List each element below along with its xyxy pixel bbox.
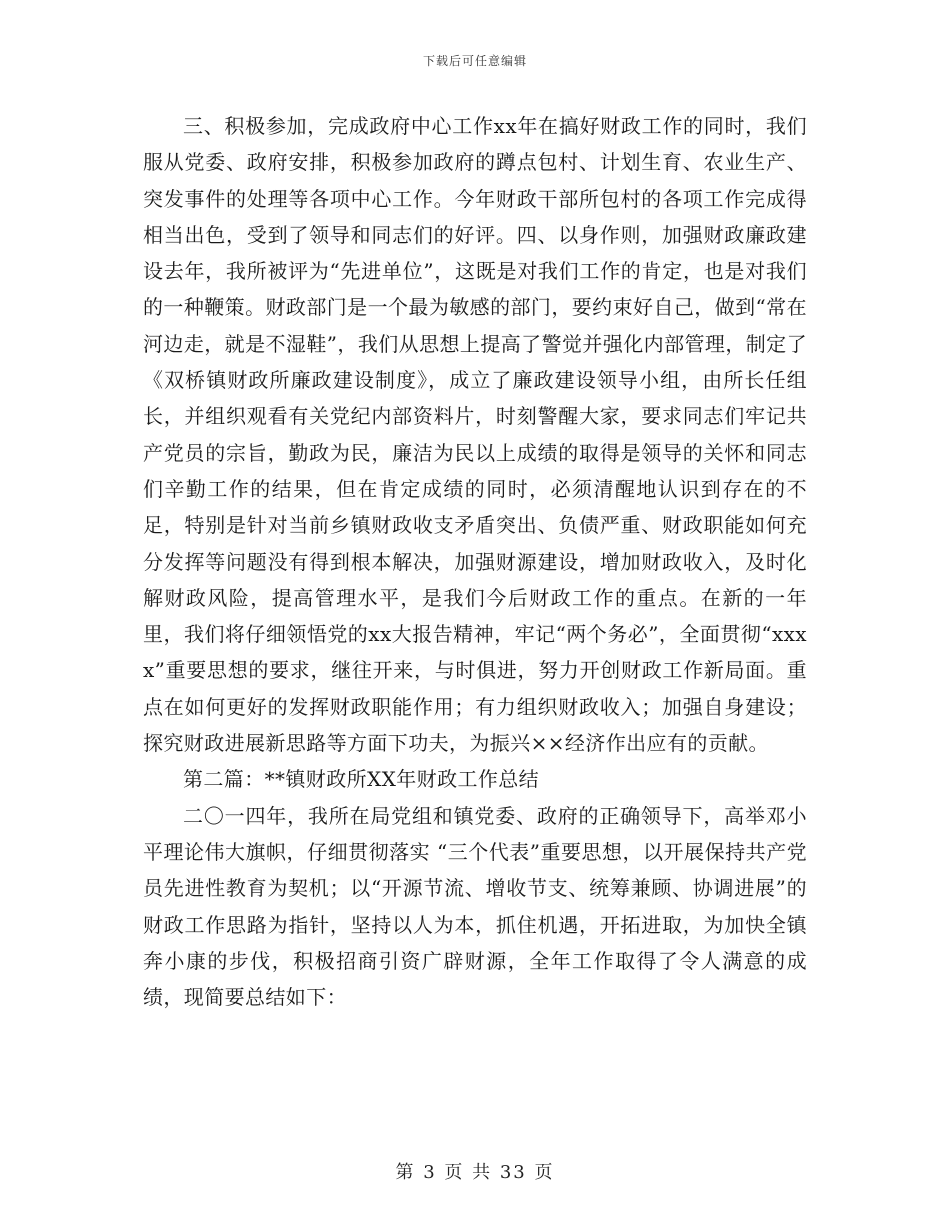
page-header: 下载后可任意编辑: [422, 54, 527, 68]
body-paragraph: 三、积极参加，完成政府中心工作xx年在搞好财政工作的同时，我们服从党委、政府安排，积极参加政府的蹲点包村、计划生育、农业生产、突发事件的处理等各项中心工作。今年财政干部所包村的各项工作完成得相当出色，受到了领导和同志们的好评。四、以身作则，加强财政廉政建设去年，我所被评为“先进单位”，这既是对我们工作的肯定，也是对我们的一种鞭策。财政部门是一个最为敏感的部门，要约束好自己，做到“常在河边走，就是不湿鞋”，我们从思想上提高了警觉并强化内部管理，制定了《双桥镇财政所廉政建设制度》，成立了廉政建设领导小组，由所长任组长，并组织观看有关党纪内部资料片，时刻警醒大家，要求同志们牢记共产党员的宗旨，勤政为民，廉洁为民以上成绩的取得是领导的关怀和同志们辛勤工作的结果，但在肯定成绩的同时，必须清醒地认识到存在的不足，特别是针对当前乡镇财政收支矛盾突出、负债严重、财政职能如何充分发挥等问题没有得到根本解决，加强财源建设，增加财政收入，及时化解财政风险，提高管理水平，是我们今后财政工作的重点。在新的一年里，我们将仔细领悟党的xx大报告精神，牢记“两个务必”，全面贯彻“xxxx”重要思想的要求，继往开来，与时俱进，努力开创财政工作新局面。重点在如何更好的发挥财政职能作用；有力组织财政收入；加强自身建设；探究财政进展新思路等方面下功夫，为振兴××经济作出应有的贡献。: [143, 114, 807, 756]
body-paragraph: 二〇一四年，我所在局党组和镇党委、政府的正确领导下，高举邓小平理论伟大旗帜，仔细贯彻落实 “三个代表”重要思想，以开展保持共产党员先进性教育为契机；以“开源节流、增收节支、统筹兼顾、协调进展”的财政工作思路为指针，坚持以人为本，抓住机遇，开拓进取，为加快全镇奔小康的步伐，积极招商引资广辟财源，全年工作取得了令人满意的成绩，现简要总结如下：: [143, 803, 807, 1010]
document-body: [143, 108, 807, 1015]
page-number: 第 3 页 共 33 页: [395, 1162, 555, 1183]
section-heading: 第二篇：**镇财政所XX年财政工作总结: [183, 767, 540, 792]
